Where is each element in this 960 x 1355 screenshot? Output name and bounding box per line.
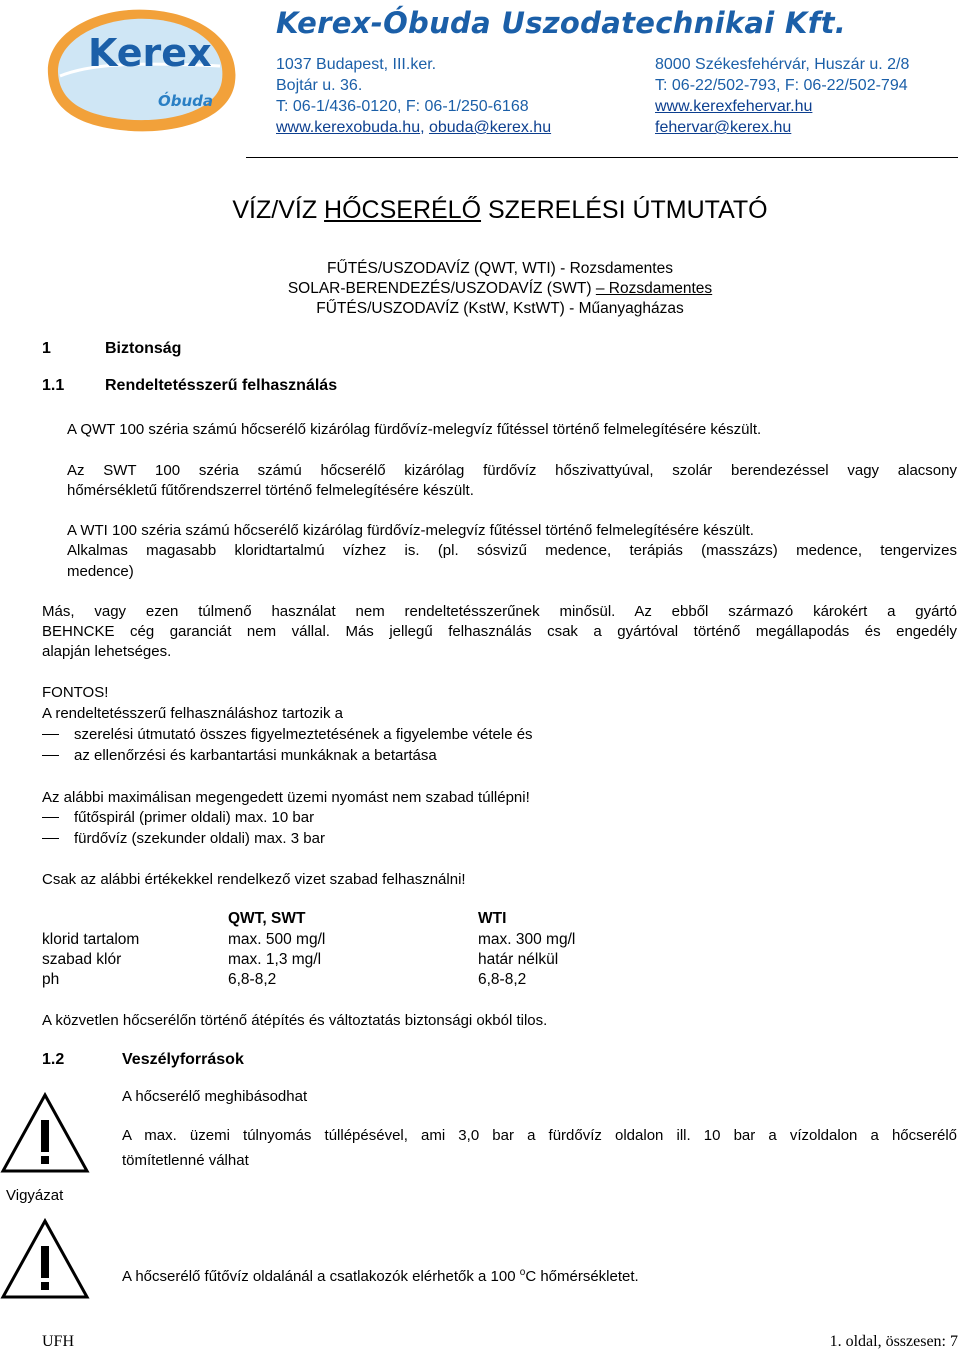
logo-text: Kerex [88,31,212,75]
right-phone: T: 06-22/502-793, F: 06-22/502-794 [655,77,908,94]
hazard-3-text: A hőcserélő fűtővíz oldalánál a csatlakozók elérhetők a 100 [122,1268,520,1285]
subtitle-1: FŰTÉS/USZODAVÍZ (QWT, WTI) - Rozsdamentes [327,260,673,277]
table-header-qwt: QWT, SWT [228,910,306,927]
section-1-title: Biztonság [105,340,182,357]
para-mas-line3: alapján lehetséges. [42,643,172,660]
left-address-2: Bojtár u. 36. [276,77,363,94]
left-email-link[interactable]: obuda@kerex.hu [428,119,552,136]
para-max: Az alábbi maximálisan megengedett üzemi nyomást nem szabad túllépni! [42,789,530,806]
para-mas-line1: Más, vagy ezen túlmenő használat nem rendeltetésszerűnek minősül. Az ebből származó károkért a gyártó [42,603,957,620]
subtitle-2 [0,280,960,298]
para-swt-line2: hőmérsékletű fűtőrendszerrel történő felmelegítésére készült. [67,482,474,499]
para-wti-line1: A WTI 100 széria számú hőcserélő kizárólag fürdővíz-melegvíz fűtéssel történő felmelegítésére készült. [67,522,754,539]
para-mas-line2: BEHNCKE cég garanciát nem vállal. Más jellegű felhasználás csak a gyártóval történő megállapodás és engedély [42,623,957,640]
title-prefix: VÍZ/VÍZ [232,196,325,224]
hazard-1: A hőcserélő meghibásodhat [122,1088,308,1105]
subtitle-2a: SOLAR-BERENDEZÉS/USZODAVÍZ (SWT) [287,280,596,297]
hazard-3-text-end: C hőmérsékletet. [525,1268,639,1285]
title-underlined: HŐCSERÉLŐ [324,196,482,224]
title-suffix: SZERELÉSI ÚTMUTATÓ [481,196,768,224]
dash-bullet [42,734,59,735]
degree-superscript: o [519,1267,526,1278]
right-website-link[interactable]: www.kerexfehervar.hu [655,98,813,115]
footer-page-info: 1. oldal, összesen: 7 [829,1333,958,1350]
dash-bullet [42,838,59,839]
bullet-text: fürdővíz (szekunder oldali) max. 3 bar [74,830,325,847]
table-cell: 6,8-8,2 [478,971,527,988]
section-1-1-number: 1.1 [42,377,65,394]
bullet-text: fűtőspirál (primer oldali) max. 10 bar [74,809,315,826]
warning-triangle-icon [0,1092,90,1174]
right-address: 8000 Székesfehérvár, Huszár u. 2/8 [655,56,910,73]
header-rule [246,157,958,158]
warning-triangle-icon [0,1218,90,1300]
header-left-contact [276,54,551,138]
para-kozv: A közvetlen hőcserélőn történő átépítés és változtatás biztonsági okból tilos. [42,1012,548,1029]
section-1-2-title: Veszélyforrások [122,1051,244,1068]
para-rend: A rendeltetésszerű felhasználáshoz tartozik a [42,705,344,722]
table-cell: határ nélkül [478,951,559,968]
footer-left: UFH [42,1333,75,1350]
header-right-contact [655,54,909,138]
page-title [0,196,960,225]
table-cell: max. 300 mg/l [478,931,576,948]
bullet-item [42,809,314,826]
para-qwt: A QWT 100 széria számú hőcserélő kizárólag fürdővíz-melegvíz fűtéssel történő felmelegítésére készült. [67,421,762,438]
logo-subtext: Óbuda [158,92,214,110]
section-1-1-title: Rendeltetésszerű felhasználás [105,377,338,394]
company-name: Kerex-Óbuda Uszodatechnikai Kft. [276,6,847,40]
fontos-label: FONTOS! [42,684,109,701]
table-cell: ph [42,971,60,988]
bullet-item [42,830,325,847]
para-swt-line1: Az SWT 100 széria számú hőcserélő kizárólag fürdővíz hőszivattyúval, szolár berendezéssel vagy alacsony [67,462,957,479]
left-website-link[interactable]: www.kerexobuda.hu [276,119,421,136]
table-cell: 6,8-8,2 [228,971,277,988]
hazard-2-line1: A max. üzemi túlnyomás túllépésével, ami 3,0 bar a fürdővíz oldalon ill. 10 bar a vízoldalon a hőcserélő [122,1127,957,1144]
para-csak: Csak az alábbi értékekkel rendelkező vizet szabad felhasználni! [42,871,466,888]
right-email-link[interactable]: fehervar@kerex.hu [655,119,792,136]
hazard-3 [122,1267,639,1285]
kerex-logo [40,4,245,136]
table-cell: szabad klór [42,951,122,968]
dash-bullet [42,755,59,756]
section-1-2-number: 1.2 [42,1051,65,1068]
bullet-text: az ellenőrzési és karbantartási munkáknak a betartása [74,747,437,764]
section-1-number: 1 [42,340,51,357]
para-wti-line2: Alkalmas magasabb kloridtartalmú vízhez is. (pl. sósvizű medence, terápiás (masszázs) medence, tengervizes [67,542,957,559]
dash-bullet [42,817,59,818]
bullet-item [42,747,437,764]
left-phone: T: 06-1/436-0120, F: 06-1/250-6168 [276,98,529,115]
hazard-2-line2: tömítetlenné válhat [122,1152,249,1169]
table-cell: klorid tartalom [42,931,140,948]
subtitle-2b: – Rozsdamentes [595,280,713,297]
table-cell: max. 1,3 mg/l [228,951,322,968]
table-cell: max. 500 mg/l [228,931,326,948]
left-separator: , [420,119,429,136]
para-wti-line3: medence) [67,563,134,580]
table-header-wti: WTI [478,910,507,927]
left-address-1: 1037 Budapest, III.ker. [276,56,437,73]
bullet-item [42,726,533,743]
warning-label: Vigyázat [6,1187,64,1204]
bullet-text: szerelési útmutató összes figyelmeztetésének a figyelembe vétele és [74,726,533,743]
subtitle-3: FŰTÉS/USZODAVÍZ (KstW, KstWT) - Műanyagházas [316,300,684,317]
